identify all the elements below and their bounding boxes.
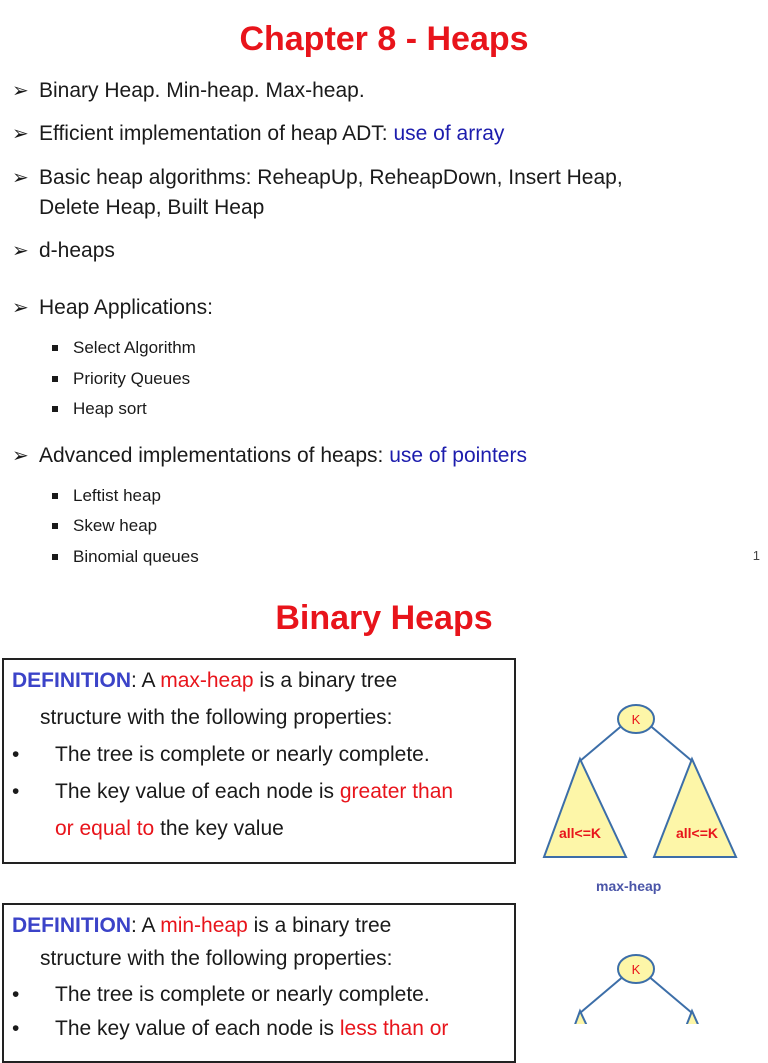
bullet-highlight: use of pointers <box>389 444 527 467</box>
max-heap-definition-box: DEFINITION: A max-heap is a binary tree structure with the following properties: • The tree is complete or nearly complete. • The key value of each node is greater than or equal to the key value <box>2 658 516 864</box>
arrow-icon: ➢ <box>12 167 29 189</box>
min-heap-definition-box: DEFINITION: A min-heap is a binary tree structure with the following properties: • The tree is complete or nearly complete. • The key value of each node is less than or <box>2 903 516 1063</box>
definition-label: DEFINITION <box>12 669 131 692</box>
root-node-label: K <box>631 962 641 977</box>
arrow-icon: ➢ <box>12 80 29 102</box>
square-bullet-icon <box>52 406 58 412</box>
bullet-dot-icon: • <box>12 743 20 766</box>
bullet-text: Efficient implementation of heap ADT: <box>39 122 394 145</box>
right-subtree-triangle <box>654 1011 736 1024</box>
square-bullet-icon <box>52 493 58 499</box>
max-heap-caption: max-heap <box>596 878 662 894</box>
bullet-text: Heap Applications: <box>39 296 213 319</box>
square-bullet-icon <box>52 376 58 382</box>
bullet-highlight: use of array <box>393 122 505 145</box>
bullet-dot-icon: • <box>12 983 20 1006</box>
arrow-icon: ➢ <box>12 123 29 145</box>
root-node-label: K <box>631 712 641 727</box>
bullet-text: d-heaps <box>39 239 115 262</box>
arrow-icon: ➢ <box>12 240 29 262</box>
square-bullet-icon <box>52 523 58 529</box>
bullet-text: Basic heap algorithms: ReheapUp, ReheapDown, Insert Heap, <box>39 166 623 189</box>
arrow-icon: ➢ <box>12 445 29 467</box>
left-subtree-label: all<=K <box>558 825 602 841</box>
term-min-heap: min-heap <box>160 914 248 937</box>
bullet-text: Binary Heap. Min-heap. Max-heap. <box>39 79 365 102</box>
definition-label: DEFINITION <box>12 914 131 937</box>
left-subtree-triangle <box>544 759 626 857</box>
right-subtree-triangle <box>654 759 736 857</box>
slide-title: Chapter 8 - Heaps <box>239 20 529 58</box>
square-bullet-icon <box>52 554 58 560</box>
max-heap-tree-diagram <box>540 701 768 866</box>
arrow-icon: ➢ <box>12 297 29 319</box>
bullet-text-cont: Delete Heap, Built Heap <box>39 196 265 219</box>
square-bullet-icon <box>52 345 58 351</box>
min-heap-tree-diagram <box>540 951 768 1024</box>
slide-chapter-8: Chapter 8 - Heaps ➢ Binary Heap. Min-heap. Max-heap. ➢ Efficient implementation of heap ADT: use of array ➢ Basic heap algorithms: ReheapUp, ReheapDown, Insert Heap, Delete Heap, Built Heap ➢ d-heaps ➢ Heap Applications: Select Algorithm Priority Queues Heap sort ➢ Advanced implementations of heaps: use of pointers Leftist heap Skew heap Binomial queues 1 <box>0 0 768 585</box>
page-number: 1 <box>752 548 760 563</box>
right-subtree-label: all<=K <box>675 825 719 841</box>
slide-title: Binary Heaps <box>275 599 493 637</box>
bullet-text: Advanced implementations of heaps: <box>39 444 390 467</box>
slide-binary-heaps <box>0 585 768 1040</box>
term-max-heap: max-heap <box>160 669 254 692</box>
bullet-dot-icon: • <box>12 1017 20 1040</box>
bullet-dot-icon: • <box>12 780 20 803</box>
left-subtree-triangle <box>544 1011 626 1024</box>
